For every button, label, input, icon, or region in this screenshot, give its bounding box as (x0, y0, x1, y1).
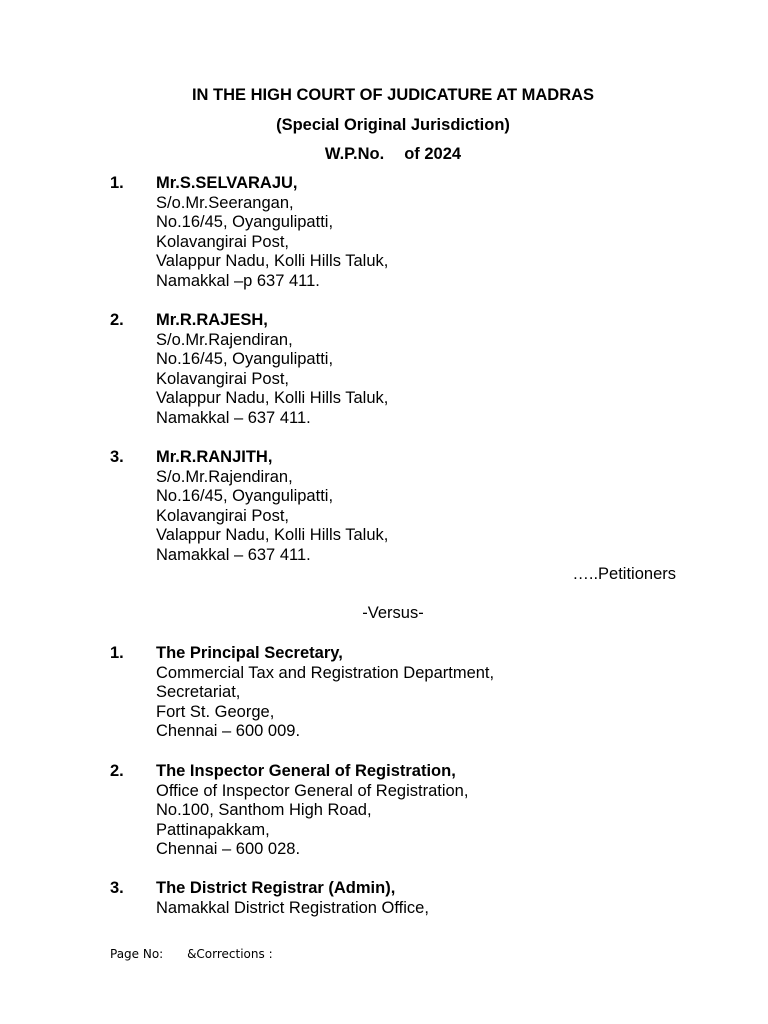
party-name: Mr.S.SELVARAJU, (156, 174, 298, 192)
address-line: No.16/45, Oyangulipatti, (156, 487, 334, 506)
address-line: Office of Inspector General of Registration, (156, 781, 469, 800)
page-number-label: Page No: (110, 947, 164, 961)
address-line: Namakkal – 637 411. (156, 545, 311, 564)
party-number: 3. (110, 448, 124, 466)
address-line: S/o.Mr.Rajendiran, (156, 467, 293, 486)
party-name: Mr.R.RANJITH, (156, 448, 273, 466)
address-line: Valappur Nadu, Kolli Hills Taluk, (156, 526, 389, 545)
address-line: Secretariat, (156, 683, 241, 702)
address-line: Kolavangirai Post, (156, 369, 289, 388)
address-line: S/o.Mr.Rajendiran, (156, 330, 293, 349)
page-footer (110, 947, 293, 961)
address-line: Namakkal District Registration Office, (156, 898, 429, 917)
jurisdiction-title: (Special Original Jurisdiction) (276, 116, 510, 134)
address-line: Valappur Nadu, Kolli Hills Taluk, (156, 252, 389, 271)
address-line: Kolavangirai Post, (156, 506, 289, 525)
wp-number (0, 145, 768, 164)
wp-prefix: W.P.No. (324, 145, 385, 163)
address-line: Kolavangirai Post, (156, 232, 289, 251)
party-number: 2. (110, 311, 124, 329)
address-line: Namakkal –p 637 411. (156, 271, 320, 290)
party-name: The Principal Secretary, (156, 644, 343, 662)
petitioners-label: …..Petitioners (572, 565, 676, 583)
party-name: The Inspector General of Registration, (156, 762, 456, 780)
address-line: Pattinapakkam, (156, 820, 270, 839)
address-line: Commercial Tax and Registration Department, (156, 663, 495, 682)
party-name: Mr.R.RAJESH, (156, 311, 268, 329)
address-line: Fort St. George, (156, 702, 275, 721)
wp-suffix: of 2024 (404, 145, 462, 163)
address-line: S/o.Mr.Seerangan, (156, 193, 294, 212)
court-title: IN THE HIGH COURT OF JUDICATURE AT MADRAS (191, 86, 595, 104)
address-line: Chennai – 600 028. (156, 840, 301, 859)
address-line: Valappur Nadu, Kolli Hills Taluk, (156, 389, 389, 408)
party-number: 1. (110, 644, 124, 662)
address-line: No.16/45, Oyangulipatti, (156, 350, 334, 369)
address-line: No.16/45, Oyangulipatti, (156, 213, 334, 232)
party-number: 3. (110, 879, 124, 897)
party-name: The District Registrar (Admin), (156, 879, 396, 897)
versus-label: -Versus- (362, 604, 424, 622)
corrections-label: &Corrections : (187, 947, 273, 961)
address-line: Namakkal – 637 411. (156, 408, 311, 427)
party-number: 1. (110, 174, 124, 192)
address-line: Chennai – 600 009. (156, 722, 301, 741)
address-line: No.100, Santhom High Road, (156, 801, 372, 820)
party-number: 2. (110, 762, 124, 780)
